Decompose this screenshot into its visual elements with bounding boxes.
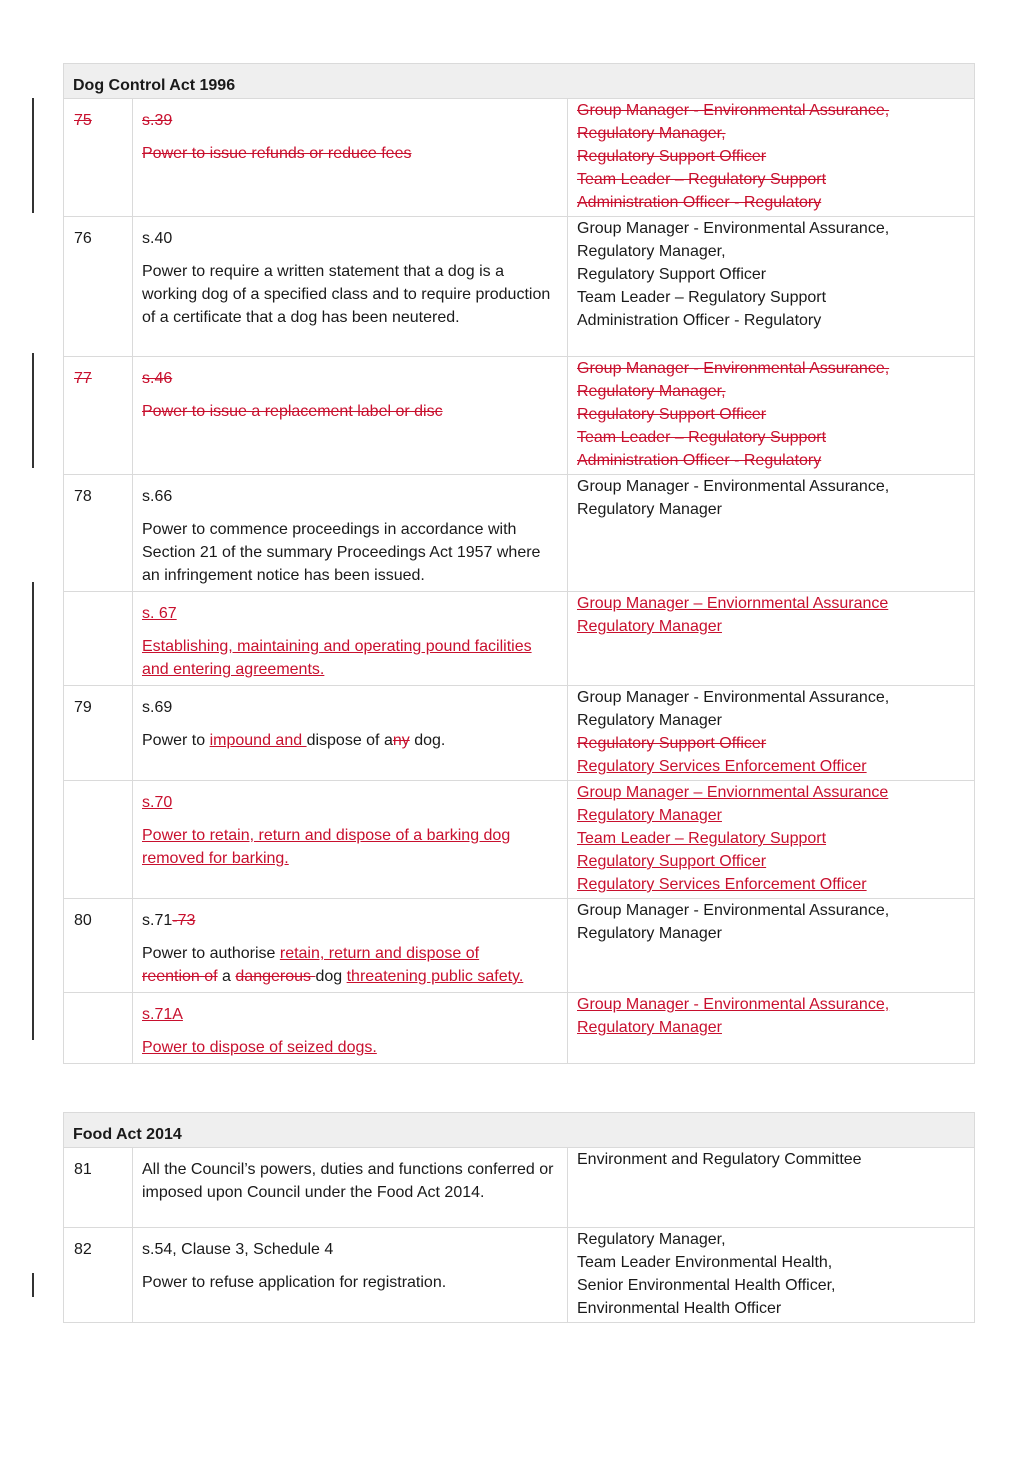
row-number: 75	[74, 112, 92, 129]
deleted-text: -73	[172, 912, 196, 929]
section-ref: s.46	[142, 370, 173, 387]
table-row	[64, 993, 975, 1064]
change-bar	[32, 353, 34, 468]
section-ref: s.69	[142, 699, 173, 716]
change-bar	[32, 1273, 34, 1297]
table-row	[64, 99, 975, 217]
officer: Team Leader – Regulatory Support	[577, 429, 827, 446]
officer: Regulatory Support Officer	[577, 266, 767, 283]
table-row	[64, 1228, 975, 1323]
power-description: Power to issue a replacement label or disc	[142, 403, 443, 420]
officer: Regulatory Manager,	[577, 243, 726, 260]
officer: Senior Environmental Health Officer,	[577, 1277, 836, 1294]
power-description	[142, 942, 558, 988]
text-run: Power to	[142, 732, 210, 749]
officer: Group Manager - Environmental Assurance,	[577, 478, 890, 495]
section-ref: s.39	[142, 112, 173, 129]
table-header-row	[64, 1113, 975, 1148]
officer: Regulatory Services Enforcement Officer	[577, 758, 867, 775]
table-row	[64, 1148, 975, 1228]
officer: Administration Officer - Regulatory	[577, 312, 822, 329]
section-ref: s.54, Clause 3, Schedule 4	[142, 1241, 334, 1258]
inserted-text: retain, return and dispose of	[279, 945, 480, 962]
power-description: Power to dispose of seized dogs.	[142, 1039, 377, 1056]
text-run: dog	[315, 968, 347, 985]
table-row	[64, 217, 975, 357]
officer: Environmental Health Officer	[577, 1300, 782, 1317]
officer: Regulatory Support Officer	[577, 735, 767, 752]
officer: Regulatory Manager	[577, 712, 722, 729]
table-row	[64, 781, 975, 899]
officer: Environment and Regulatory Committee	[577, 1151, 862, 1168]
section-heading: Dog Control Act 1996	[64, 64, 975, 99]
deleted-text: reention of	[142, 968, 218, 985]
table-header-row	[64, 64, 975, 99]
power-description: Power to refuse application for registration.	[142, 1274, 447, 1291]
officer: Regulatory Services Enforcement Officer	[577, 876, 867, 893]
power-description: Power to retain, return and dispose of a barking dog removed for barking.	[142, 827, 511, 867]
officer: Regulatory Support Officer	[577, 148, 767, 165]
text-run: dispose of a	[306, 732, 393, 749]
section-ref: s.40	[142, 230, 173, 247]
officer: Regulatory Support Officer	[577, 853, 767, 870]
officer: Group Manager - Environmental Assurance,	[577, 689, 890, 706]
officer: Group Manager – Enviornmental Assurance	[577, 784, 889, 801]
section-ref: s. 67	[142, 605, 177, 622]
table-row	[64, 475, 975, 592]
officer: Regulatory Support Officer	[577, 406, 767, 423]
officer: Team Leader – Regulatory Support	[577, 289, 827, 306]
officer: Regulatory Manager,	[577, 1231, 726, 1248]
row-number: 76	[74, 230, 92, 247]
inserted-text: impound and	[209, 732, 307, 749]
power-description: Power to require a written statement that a dog is a working dog of a specified class and to require production of a certificate that a dog has been neutered.	[142, 263, 551, 326]
officer: Team Leader – Regulatory Support	[577, 830, 827, 847]
row-number: 82	[74, 1241, 92, 1258]
table-row	[64, 592, 975, 686]
row-number: 78	[74, 488, 92, 505]
power-description: Power to commence proceedings in accordance with Section 21 of the summary Proceedings Act 1957 where an infringement notice has been issued.	[142, 521, 541, 584]
text-run: a	[217, 968, 236, 985]
text-run: Power to authorise	[142, 945, 280, 962]
section-ref	[142, 909, 558, 932]
power-description	[142, 729, 558, 752]
text-run: s.71	[142, 912, 173, 929]
table-row	[64, 686, 975, 781]
officer: Regulatory Manager	[577, 501, 722, 518]
officer: Team Leader Environmental Health,	[577, 1254, 833, 1271]
officer: Team Leader – Regulatory Support	[577, 171, 827, 188]
table-row	[64, 899, 975, 993]
officer: Administration Officer - Regulatory	[577, 452, 822, 469]
officer: Regulatory Manager,	[577, 125, 726, 142]
officer: Regulatory Manager,	[577, 383, 726, 400]
officer: Administration Officer - Regulatory	[577, 194, 822, 211]
section-ref: s.71A	[142, 1006, 183, 1023]
table-row	[64, 357, 975, 475]
officer: Group Manager - Environmental Assurance,	[577, 996, 890, 1013]
row-number: 79	[74, 699, 92, 716]
officer: Group Manager - Environmental Assurance,	[577, 220, 890, 237]
deleted-text: ny	[392, 732, 410, 749]
section-ref: s.70	[142, 794, 173, 811]
change-bar	[32, 582, 34, 1040]
officer: Regulatory Manager	[577, 618, 722, 635]
officer: Group Manager - Environmental Assurance,	[577, 360, 890, 377]
officer: Regulatory Manager	[577, 1019, 722, 1036]
officer: Regulatory Manager	[577, 925, 722, 942]
power-description: Establishing, maintaining and operating pound facilities and entering agreements.	[142, 638, 532, 678]
row-number: 81	[74, 1161, 92, 1178]
section-heading: Food Act 2014	[64, 1113, 975, 1148]
row-number: 77	[74, 370, 92, 387]
food-act-table	[63, 1112, 975, 1323]
dog-control-table	[63, 63, 975, 1064]
deleted-text: dangerous	[235, 968, 316, 985]
inserted-text: threatening public safety.	[346, 968, 524, 985]
text-run: dog.	[409, 732, 446, 749]
officer: Group Manager – Enviornmental Assurance	[577, 595, 889, 612]
power-description: All the Council’s powers, duties and functions conferred or imposed upon Council under the Food Act 2014.	[142, 1161, 554, 1201]
officer: Regulatory Manager	[577, 807, 722, 824]
officer: Group Manager - Environmental Assurance,	[577, 902, 890, 919]
section-ref: s.66	[142, 488, 173, 505]
row-number: 80	[74, 912, 92, 929]
power-description: Power to issue refunds or reduce fees	[142, 145, 412, 162]
officer: Group Manager - Environmental Assurance,	[577, 102, 890, 119]
change-bar	[32, 98, 34, 213]
